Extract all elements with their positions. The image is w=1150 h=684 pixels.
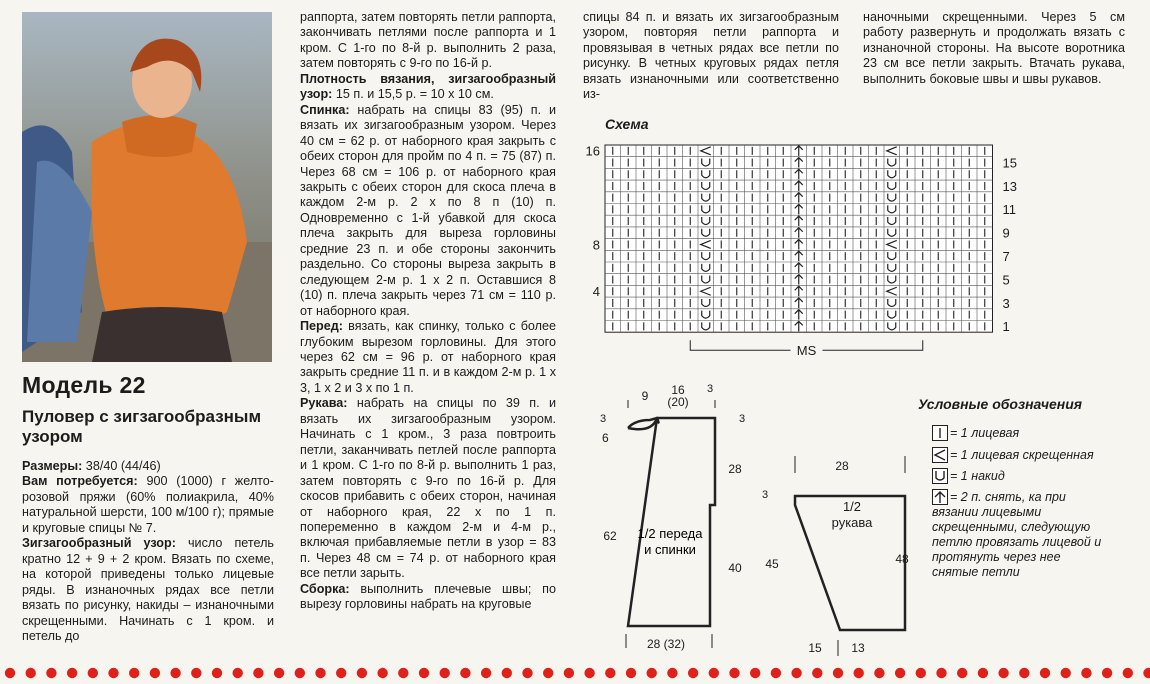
legend-title: Условные обозначения <box>918 396 1083 412</box>
paragraph-text: 900 (1000) г желто-розовой пряжи (60% полиакрила, 40% натуральной шерсти, 100 м/100 г); прямые и круговые спицы № 7. <box>22 474 274 535</box>
dim-label: 3 <box>738 413 746 425</box>
yarn-over-icon <box>932 468 948 484</box>
decorative-dot <box>1061 668 1071 678</box>
paragraph-heading: Плотность вязания, зигзагообразный узор: <box>300 71 556 102</box>
decorative-dot <box>750 668 760 678</box>
decorative-dot <box>957 668 967 678</box>
dim-label: 40 <box>728 561 742 575</box>
dim-label: (20) <box>667 395 689 409</box>
text-column-4 <box>863 10 1125 87</box>
decorative-dot <box>1081 668 1091 678</box>
paragraph-heading: Размеры: <box>22 459 83 473</box>
text-column-2 <box>300 10 556 613</box>
paragraph <box>863 10 1125 87</box>
decorative-dot <box>419 668 429 678</box>
decorative-dot <box>5 668 15 678</box>
decorative-dot <box>1123 668 1133 678</box>
decorative-dot <box>357 668 367 678</box>
row-number: 7 <box>1002 249 1010 264</box>
decorative-dot <box>1019 668 1029 678</box>
paragraph <box>300 72 556 103</box>
paragraph <box>22 536 274 644</box>
paragraph-heading: Перед: <box>300 319 343 334</box>
decorative-dot <box>253 668 263 678</box>
decrease-icon <box>932 489 948 505</box>
model-photo <box>22 12 272 362</box>
decorative-dot <box>274 668 284 678</box>
paragraph-text: спицы 84 п. и вязать их зигзагообразным узором, повторяя петли раппорта и провязывая в четных рядах все петли по рисунку. В четных круговых рядах петля вязать изнаночными или соответственно из- <box>583 10 839 102</box>
dim-label: 28 (32) <box>646 637 686 651</box>
sleeve-label: 1/2 <box>842 499 862 514</box>
paragraph <box>300 319 556 396</box>
paragraph <box>300 103 556 319</box>
decorative-dot <box>854 668 864 678</box>
decorative-dot-line <box>0 665 1150 681</box>
dim-label: 15 <box>808 641 822 655</box>
dim-label: 28 <box>835 459 849 473</box>
twisted-stitch-icon <box>932 447 948 463</box>
paragraph-text: раппорта, затем повторять петли раппорта, закончивать петлями после раппорта и 1 кром. С 1-го по 8-й р. выполнить 2 раза, затем повторять с 9-го по 16-й р. <box>300 10 556 71</box>
sleeve-label: рукава <box>831 515 873 530</box>
decorative-dot <box>709 668 719 678</box>
body-outline <box>628 418 715 626</box>
paragraph-heading: Вам потребуется: <box>22 474 138 489</box>
decorative-dot <box>605 668 615 678</box>
decorative-dot <box>108 668 118 678</box>
decorative-dot <box>895 668 905 678</box>
row-number: 16 <box>585 143 600 159</box>
decorative-dot <box>771 668 781 678</box>
row-number: 11 <box>1002 202 1016 218</box>
decorative-dot <box>729 668 739 678</box>
decorative-dot <box>502 668 512 678</box>
paragraph-text: набрать на спицы 83 (95) п. и вязать их зигзагообразным узором. Через 40 см = 62 р. от наборного края закрыть с обеих сторон для пройм по 4 п. = 75 (87) п. Через 68 см = 106 р. от наборного края закрыть с обеих сторон для скоса плеча в каждом 2-м р. 2 х по 8 п (10) п. Одновременно с 1-й убавкой для скоса плеча закрыть для выреза горловины средние 23 п. и обе стороны закончить раздельно. Со стороны выреза закрыть в следующем 2-м р. 1 х 2 п. Оставшися 8 (10) п. плеча закрыть через 71 см = 110 р. от наборного края. <box>300 102 556 318</box>
paragraph <box>300 10 556 72</box>
knitting-chart <box>580 135 1020 370</box>
decorative-dot <box>191 668 201 678</box>
paragraph-text: 15 п. и 15,5 р. = 10 х 10 см. <box>332 87 494 102</box>
decorative-dot <box>26 668 36 678</box>
decorative-dot <box>233 668 243 678</box>
model-subtitle: Пуловер с зигзагообразным узором <box>22 407 262 446</box>
decorative-dot <box>315 668 325 678</box>
row-number: 15 <box>1002 155 1017 171</box>
decorative-dot <box>129 668 139 678</box>
decorative-dot <box>1143 668 1150 678</box>
paragraph-text: число петель кратно 12 + 9 + 2 кром. Вязать по схеме, на которой приведены только лицевые ряды. В изнаночных рядах все петли вязать по рисунку, накиды – изнаночными скрещенными. Начинать с 1 кром. и петель до <box>22 536 274 643</box>
row-number: 1 <box>1002 319 1010 335</box>
paragraph-heading: Сборка: <box>300 581 350 596</box>
paragraph <box>22 459 274 474</box>
paragraph <box>300 396 556 581</box>
paragraph-heading: Зигзагообразный узор: <box>22 536 176 551</box>
legend-item-twisted-knit: = 1 лицевая скрещенная <box>932 447 1094 463</box>
decorative-dot <box>440 668 450 678</box>
legend-item-knit: = 1 лицевая <box>932 425 1019 441</box>
paragraph <box>300 582 556 613</box>
decorative-dot <box>978 668 988 678</box>
decorative-dot <box>916 668 926 678</box>
paragraph-text: вязать, как спинку, только с более глубоким вырезом горловины. Для этого через 62 см = 96 р. от наборного края закрыть средние 11 п. и в каждом 2-м р. 1 х 3, 1 х 2 и 3 х по 1 п. <box>300 319 556 395</box>
dim-label: 62 <box>603 529 617 543</box>
decorative-dot <box>170 668 180 678</box>
decorative-dot <box>377 668 387 678</box>
decorative-dot <box>46 668 56 678</box>
dim-label: 48 <box>895 552 909 566</box>
model-title: Модель 22 <box>22 372 146 398</box>
text-column-1 <box>22 459 274 644</box>
pattern-schema <box>590 378 920 668</box>
decorative-dot <box>295 668 305 678</box>
dim-label: 3 <box>600 413 607 425</box>
row-number: 3 <box>1002 295 1010 311</box>
decorative-dot <box>481 668 491 678</box>
decorative-dot <box>336 668 346 678</box>
decorative-dot <box>936 668 946 678</box>
decorative-dot <box>398 668 408 678</box>
dim-label: 6 <box>602 431 609 445</box>
decorative-dot <box>150 668 160 678</box>
decorative-dot <box>647 668 657 678</box>
paragraph-heading: Рукава: <box>300 396 348 411</box>
decorative-dot <box>460 668 470 678</box>
row-number: 13 <box>1002 178 1017 194</box>
legend-item-decrease: = 2 п. снять, ка при вязании лицевыми скрещенными, следующую петлю провязать лицевой и протянуть через нее снятые петли <box>932 490 1102 579</box>
dim-label: 16 <box>671 383 685 397</box>
paragraph-text: выполнить плечевые швы; по вырезу горловины набрать на круговые <box>300 581 556 612</box>
dim-label: 3 <box>762 489 769 501</box>
decorative-dot <box>1040 668 1050 678</box>
decorative-dot <box>212 668 222 678</box>
repeat-label: MS <box>796 343 817 359</box>
chart-title: Схема <box>605 116 649 132</box>
paragraph-heading: Спинка: <box>300 102 350 117</box>
row-number: 8 <box>592 237 600 253</box>
decorative-dot <box>564 668 574 678</box>
body-label: 1/2 переда и спинки <box>637 526 703 557</box>
decorative-dot <box>88 668 98 678</box>
decorative-dot <box>833 668 843 678</box>
paragraph <box>22 474 274 536</box>
decorative-dot <box>626 668 636 678</box>
decorative-dot <box>688 668 698 678</box>
paragraph-text: 38/40 (44/46) <box>82 459 161 473</box>
decorative-dot <box>67 668 77 678</box>
paragraph-text: набрать на спицы по 39 п. и вязать их зигзагообразным узором. Начинать с 1 кром., 3 раза повтроить петли, заканчивать петлей после раппорта и 1 кром. С 1-го по 8-й р. выполнить 1 раз, затем повторять с 9-го по 16-й р. Для скосов прибавить с обеих сторон, начиная от наборного края, 22 х по 1 п. попеременно в каждом 2-м и 4-м р., включая прибавляемые петли в узор = 83 п. Через 48 см = 74 р. от наборного края все петли зарыть. <box>300 396 556 581</box>
row-number: 5 <box>1002 272 1010 288</box>
decorative-dot <box>874 668 884 678</box>
decorative-dot <box>1102 668 1112 678</box>
row-number: 4 <box>592 284 600 300</box>
dim-label: 3 <box>706 383 714 395</box>
decorative-dot <box>998 668 1008 678</box>
decorative-dot <box>812 668 822 678</box>
legend-item-yarn-over: = 1 накид <box>932 468 1005 484</box>
decorative-dot <box>667 668 677 678</box>
dim-label: 9 <box>641 389 649 403</box>
knit-stitch-icon <box>932 425 948 441</box>
decorative-dot <box>584 668 594 678</box>
text-column-3 <box>583 10 839 103</box>
decorative-dot <box>791 668 801 678</box>
decorative-dot <box>543 668 553 678</box>
decorative-dot <box>522 668 532 678</box>
dim-label: 13 <box>851 641 865 655</box>
dim-label: 45 <box>765 557 779 571</box>
paragraph <box>583 10 839 103</box>
row-number: 9 <box>1002 225 1010 241</box>
dim-label: 28 <box>728 462 742 476</box>
paragraph-text: наночными скрещенными. Через 5 см работу развернуть и продолжать вязать с изнаночной стороны. На высоте воротника 23 см все петли закрыть. Втачать рукава, выполнить боковые швы и швы рукавов. <box>863 10 1125 86</box>
